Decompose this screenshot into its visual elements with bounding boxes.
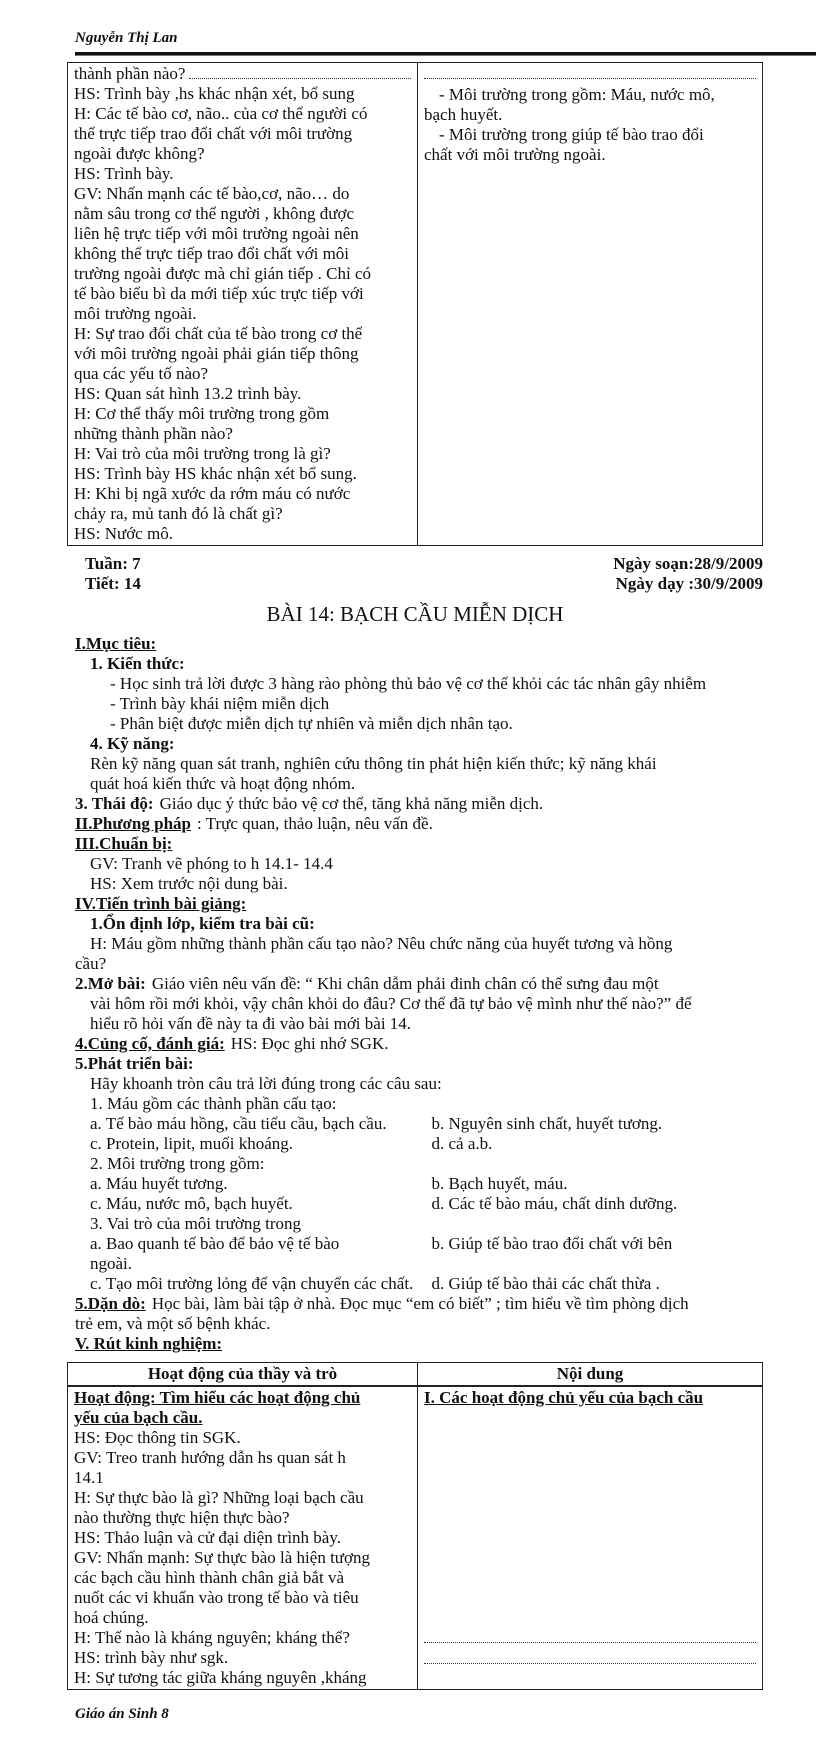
answer-option: b. Nguyên sinh chất, huyết tương. (431, 1114, 663, 1133)
text-line: HS: Trình bày. (74, 164, 174, 183)
lesson-body (75, 634, 763, 1354)
text-line: H: Khi bị ngã xước da rớm máu có nước (74, 484, 351, 503)
dotted-line (424, 1649, 756, 1664)
text-line: Giáo viên nêu vấn đề: “ Khi chân dẫm phải đinh chân có thể sưng đau một (151, 974, 659, 993)
text-line: - Phân biệt được miễn dịch tự nhiên và miễn dịch nhân tạo. (110, 714, 513, 733)
text-line: trẻ em, và một số bệnh khác. (75, 1314, 271, 1333)
text-line: hiểu rõ hỏi vấn đề này ta đi vào bài mới bài 14. (90, 1014, 412, 1033)
text-line: HS: Nước mô. (74, 524, 173, 543)
text-line: không thể trực tiếp trao đổi chất với môi (74, 244, 350, 263)
text-line: môi trường ngoài. (74, 304, 197, 323)
text-line: tế bào biểu bì da mới tiếp xúc trực tiếp với (74, 284, 364, 303)
dotted-row (74, 64, 411, 84)
text-row (75, 794, 763, 814)
answer-options-row (75, 1114, 763, 1134)
text-line: những thành phần nào? (74, 424, 233, 443)
text-line: II.Phương pháp (75, 814, 192, 833)
text-line: H: Sự trao đổi chất của tế bào trong cơ thể (74, 324, 363, 343)
text-row (75, 1294, 763, 1314)
text-line: HS: trình bày như sgk. (74, 1648, 229, 1667)
dotted-line (424, 64, 756, 79)
text-line: H: Sự thực bào là gì? Những loại bạch cầu (74, 1488, 364, 1507)
text-line: cầu? (75, 954, 107, 973)
text-line: bạch huyết. (424, 105, 503, 124)
text-line: 4. Kỹ năng: (90, 734, 175, 753)
answer-options-row (75, 1234, 763, 1254)
text-line: 3. Thái độ: (75, 794, 154, 813)
text-line: GV: Nhấn mạnh: Sự thực bào là hiện tượng (74, 1548, 370, 1567)
text-line: yếu của bạch cầu. (74, 1408, 203, 1427)
text-line: H: Cơ thể thấy môi trường trong gồm (74, 404, 330, 423)
text-line: vài hôm rồi mới khỏi, vậy chân khỏi do đâu? Cơ thể đã tự bảo vệ mình như thế nào?” để (90, 994, 692, 1013)
text-line: - Môi trường trong giúp tế bào trao đổi (439, 125, 704, 144)
text-line: GV: Tranh vẽ phóng to h 14.1- 14.4 (90, 854, 333, 873)
table-1-left-cell (68, 63, 418, 546)
text-line: HS: Trình bày HS khác nhận xét bổ sung. (74, 464, 357, 483)
header-rule (75, 52, 816, 56)
page-header-author: Nguyễn Thị Lan (75, 30, 178, 46)
page-footer: Giáo án Sinh 8 (75, 1706, 169, 1722)
text-line: Giáo dục ý thức bảo vệ cơ thể, tăng khả năng miễn dịch. (159, 794, 544, 813)
dotted-line (189, 78, 411, 79)
text-line: 2. Môi trường trong gồm: (90, 1154, 265, 1173)
text-line: 5.Dặn dò: (75, 1294, 146, 1313)
text-line: HS: Đọc ghi nhớ SGK. (230, 1034, 389, 1053)
text-line: H: Thế nào là kháng nguyên; kháng thể? (74, 1628, 350, 1647)
text-line: liên hệ trực tiếp với môi trường ngoài nên (74, 224, 359, 243)
table-1 (67, 62, 763, 546)
table-2-left-cell (68, 1386, 418, 1690)
answer-options-row (75, 1174, 763, 1194)
table-2-right-cell (418, 1386, 763, 1690)
text-line: GV: Treo tranh hướng dẫn hs quan sát h (74, 1448, 346, 1467)
answer-option: c. Protein, lipit, muối khoáng. (90, 1134, 294, 1153)
text-line: IV.Tiến trình bài giảng: (75, 894, 247, 913)
answer-option: c. Máu, nước mô, bạch huyết. (90, 1194, 293, 1213)
text-line: 2.Mở bài: (75, 974, 146, 993)
text-line: ngoài. (90, 1254, 133, 1273)
answer-option: a. Máu huyết tương. (90, 1174, 228, 1193)
text-line: chảy ra, mủ tanh đó là chất gì? (74, 504, 283, 523)
text-line: Học bài, làm bài tập ở nhà. Đọc mục “em có biết” ; tìm hiểu về tìm phòng dịch (151, 1294, 689, 1313)
text-line: H: Sự tương tác giữa kháng nguyên ,kháng (74, 1668, 367, 1687)
week-label: Tuần: 7 (85, 554, 141, 573)
text-line: nào thường thực hiện thực bào? (74, 1508, 290, 1527)
text-line: với môi trường ngoài phải gián tiếp thông (74, 344, 359, 363)
text-row (75, 814, 763, 834)
answer-option: d. cả a.b. (431, 1134, 493, 1153)
text-line: H: Máu gồm những thành phần cấu tạo nào? Nêu chức năng của huyết tương và hồng (90, 934, 673, 953)
text-line: 1. Máu gồm các thành phần cấu tạo: (90, 1094, 337, 1113)
answer-option: a. Bao quanh tế bào để bảo vệ tế bào (90, 1234, 340, 1253)
text-line: nuốt các vi khuẩn vào trong tế bào và tiêu (74, 1588, 359, 1607)
answer-option: b. Bạch huyết, máu. (431, 1174, 568, 1193)
answer-options-row (75, 1194, 763, 1214)
answer-option: d. Các tế bào máu, chất dinh dưỡng. (431, 1194, 678, 1213)
text-line: 1. Kiến thức: (90, 654, 185, 673)
text-line: 1.Ổn định lớp, kiểm tra bài cũ: (90, 914, 315, 933)
answer-option: b. Giúp tế bào trao đổi chất với bên (431, 1234, 673, 1253)
text-line: qua các yếu tố nào? (74, 364, 209, 383)
text-line: V. Rút kinh nghiệm: (75, 1334, 223, 1353)
text-line: HS: Trình bày ,hs khác nhận xét, bổ sung (74, 84, 355, 103)
date-taught: Ngày dạy :30/9/2009 (615, 574, 763, 593)
answer-options-row (75, 1134, 763, 1154)
lesson-title: BÀI 14: BẠCH CẦU MIỄN DỊCH (266, 602, 564, 626)
text-line: GV: Nhấn mạnh các tế bào,cơ, não… do (74, 184, 350, 203)
answer-option: a. Tế bào máu hồng, cầu tiểu cầu, bạch cầu. (90, 1114, 387, 1133)
text-line: chất với môi trường ngoài. (424, 145, 606, 164)
text-line: Rèn kỹ năng quan sát tranh, nghiên cứu thông tin phát hiện kiến thức; kỹ năng khái (90, 754, 657, 773)
text-line: 4.Củng cố, đánh giá: (75, 1034, 225, 1053)
text-line: I.Mục tiêu: (75, 634, 157, 653)
answer-options-row (75, 1274, 763, 1294)
date-prepared: Ngày soạn:28/9/2009 (613, 554, 763, 573)
text-line: các bạch cầu hình thành chân giả bắt và (74, 1568, 344, 1587)
table-1-right-cell (418, 63, 763, 546)
text-line: 3. Vai trò của môi trường trong (90, 1214, 301, 1233)
text-line: thành phần nào? (74, 64, 186, 83)
text-line: HS: Đọc thông tin SGK. (74, 1428, 241, 1447)
text-row (75, 1034, 763, 1054)
answer-option: c. Tạo môi trường lỏng để vận chuyển các chất. (90, 1274, 414, 1293)
table-2 (67, 1362, 763, 1690)
text-row (75, 974, 763, 994)
text-line: - Học sinh trả lời được 3 hàng rào phòng thủ bảo vệ cơ thể khỏi các tác nhân gây nhiễm (110, 674, 707, 693)
text-line: H: Các tế bào cơ, não.. của cơ thể người có (74, 104, 368, 123)
text-line: HS: Quan sát hình 13.2 trình bày. (74, 384, 302, 403)
content-heading: I. Các hoạt động chủ yếu của bạch cầu (424, 1388, 704, 1407)
text-line: Hãy khoanh tròn câu trả lời đúng trong các câu sau: (90, 1074, 442, 1093)
answer-option: d. Giúp tế bào thải các chất thừa . (431, 1274, 660, 1293)
text-line: 14.1 (74, 1468, 104, 1487)
text-line: 5.Phát triển bài: (75, 1054, 194, 1073)
text-line: ngoài được không? (74, 144, 205, 163)
text-line: H: Vai trò của môi trường trong là gì? (74, 444, 331, 463)
lesson-meta (85, 554, 763, 594)
text-line: quát hoá kiến thức và hoạt động nhóm. (90, 774, 356, 793)
dotted-line (424, 1628, 756, 1643)
text-line: HS: Thảo luận và cử đại diện trình bày. (74, 1528, 341, 1547)
text-line: nằm sâu trong cơ thể người , không được (74, 204, 355, 223)
text-line: thể trực tiếp trao đổi chất với môi trường (74, 124, 353, 143)
text-line: hoá chúng. (74, 1608, 149, 1627)
text-line: III.Chuẩn bị: (75, 834, 173, 853)
text-line: - Trình bày khái niệm miễn dịch (110, 694, 330, 713)
table-2-header-right: Nội dung (418, 1363, 763, 1387)
table-2-header-left: Hoạt động của thầy và trò (68, 1363, 418, 1387)
text-line: trường ngoài được mà chỉ gián tiếp . Chỉ có (74, 264, 372, 283)
text-line: - Môi trường trong gồm: Máu, nước mô, (439, 85, 715, 104)
text-line: Hoạt động: Tìm hiểu các hoạt động chủ (74, 1388, 361, 1407)
period-label: Tiết: 14 (85, 574, 141, 593)
text-line: HS: Xem trước nội dung bài. (90, 874, 288, 893)
text-line: : Trực quan, thảo luận, nêu vấn đề. (197, 814, 433, 833)
